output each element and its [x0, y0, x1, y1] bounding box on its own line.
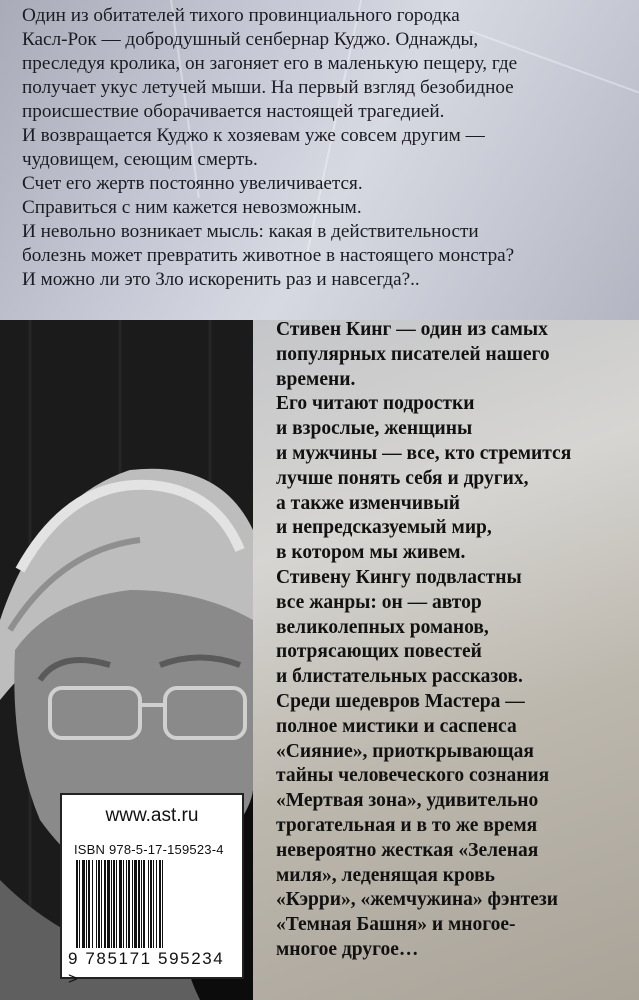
- barcode-bar: [159, 860, 161, 948]
- barcode-bar: [101, 860, 102, 948]
- blurb-line: Среди шедевров Мастера —: [276, 690, 525, 712]
- barcode-bar: [141, 860, 142, 948]
- blurb-line: Его читают подростки: [276, 393, 475, 415]
- blurb-line: Стивену Кингу подвластны: [276, 566, 522, 588]
- synopsis-line: чудовищем, сеющим смерть.: [22, 149, 258, 170]
- barcode-bar: [156, 860, 157, 948]
- synopsis-line: происшествие оборачивается настоящей трагедией.: [22, 101, 445, 122]
- blurb-line: невероятно жесткая «Зеленая: [276, 839, 539, 861]
- barcode-bar: [116, 860, 117, 948]
- barcode-bar: [126, 860, 127, 948]
- barcode-bar: [76, 860, 78, 948]
- author-blurb: [276, 318, 636, 963]
- blurb-line: в котором мы живем.: [276, 542, 466, 564]
- barcode-bar: [143, 860, 145, 948]
- barcode-bar: [88, 860, 90, 948]
- synopsis-line: Справиться с ним кажется невозможным.: [22, 197, 362, 218]
- barcode-bar: [119, 860, 122, 948]
- blurb-line: лучше понять себя и других,: [276, 467, 529, 489]
- blurb-line: «Кэрри», «жемчужина» фэнтези: [276, 889, 558, 911]
- blurb-line: полное мистики и саспенса: [276, 715, 517, 737]
- synopsis-line: Касл-Рок — добродушный сенбернар Куджо. Однажды,: [22, 29, 479, 50]
- blurb-line: Стивен Кинг — один из самых: [276, 319, 548, 340]
- barcode-bar: [111, 860, 112, 948]
- synopsis-line: И возвращается Куджо к хозяевам уже совсем другим —: [22, 125, 485, 146]
- barcode-bar: [92, 860, 93, 948]
- blurb-line: и мужчины — все, кто стремится: [276, 442, 572, 464]
- barcode-bar: [132, 860, 133, 948]
- blurb-line: и непредсказуемый мир,: [276, 517, 492, 539]
- barcode-bar: [79, 860, 80, 948]
- blurb-line: а также изменчивый: [276, 492, 461, 514]
- barcode-bar: [113, 860, 115, 948]
- blurb-line: великолепных романов,: [276, 616, 489, 638]
- barcode-bar: [98, 860, 100, 948]
- synopsis-line: Один из обитателей тихого провинциального городка: [22, 5, 460, 26]
- blurb-line: тайны человеческого сознания: [276, 765, 550, 787]
- blurb-line: потрясающих повестей: [276, 641, 482, 663]
- barcode-bar: [150, 860, 152, 948]
- blurb-line: миля», леденящая кровь: [276, 864, 495, 886]
- barcode-bar: [82, 860, 85, 948]
- blurb-line: и взрослые, женщины: [276, 418, 473, 440]
- blurb-line: «Сияние», приоткрывающая: [276, 740, 534, 762]
- blurb-line: времени.: [276, 368, 356, 390]
- barcode-bar: [128, 860, 130, 948]
- barcode-bar: [162, 860, 163, 948]
- barcode-bar: [104, 860, 106, 948]
- barcode-bar: [138, 860, 140, 948]
- blurb-line: популярных писателей нашего: [276, 343, 550, 365]
- barcode-bar: [153, 860, 154, 948]
- synopsis-line: получает укус летучей мыши. На первый взгляд безобидное: [22, 77, 514, 98]
- synopsis-line: преследуя кролика, он загоняет его в маленькую пещеру, где: [22, 53, 518, 74]
- synopsis-line: Счет его жертв постоянно увеличивается.: [22, 173, 363, 194]
- barcode-bar: [86, 860, 87, 948]
- barcode-bar: [107, 860, 110, 948]
- blurb-line: многое другое…: [276, 938, 419, 960]
- book-synopsis: [22, 4, 622, 292]
- barcode-bar: [148, 860, 149, 948]
- barcode-bar: [123, 860, 124, 948]
- blurb-line: трогательная и в то же время: [276, 814, 538, 836]
- barcode-bar: [96, 860, 97, 948]
- blurb-line: «Мертвая зона», удивительно: [276, 790, 539, 812]
- synopsis-line: болезнь может превратить животное в настоящего монстра?: [22, 245, 515, 266]
- blurb-line: все жанры: он — автор: [276, 591, 482, 613]
- isbn-number: ISBN 978-5-17-159523-4: [74, 842, 224, 857]
- barcode-panel: [60, 793, 244, 988]
- barcode-digits: 9 785171 595234 >: [68, 949, 225, 988]
- blurb-line: и блистательных рассказов.: [276, 666, 523, 688]
- synopsis-line: И невольно возникает мысль: какая в действительности: [22, 221, 479, 242]
- synopsis-line: И можно ли это Зло искоренить раз и навсегда?..: [22, 269, 420, 290]
- barcode-bar: [134, 860, 137, 948]
- blurb-line: «Темная Башня» и многое-: [276, 914, 516, 936]
- barcode-icon: [76, 860, 234, 948]
- publisher-url[interactable]: www.ast.ru: [105, 805, 199, 826]
